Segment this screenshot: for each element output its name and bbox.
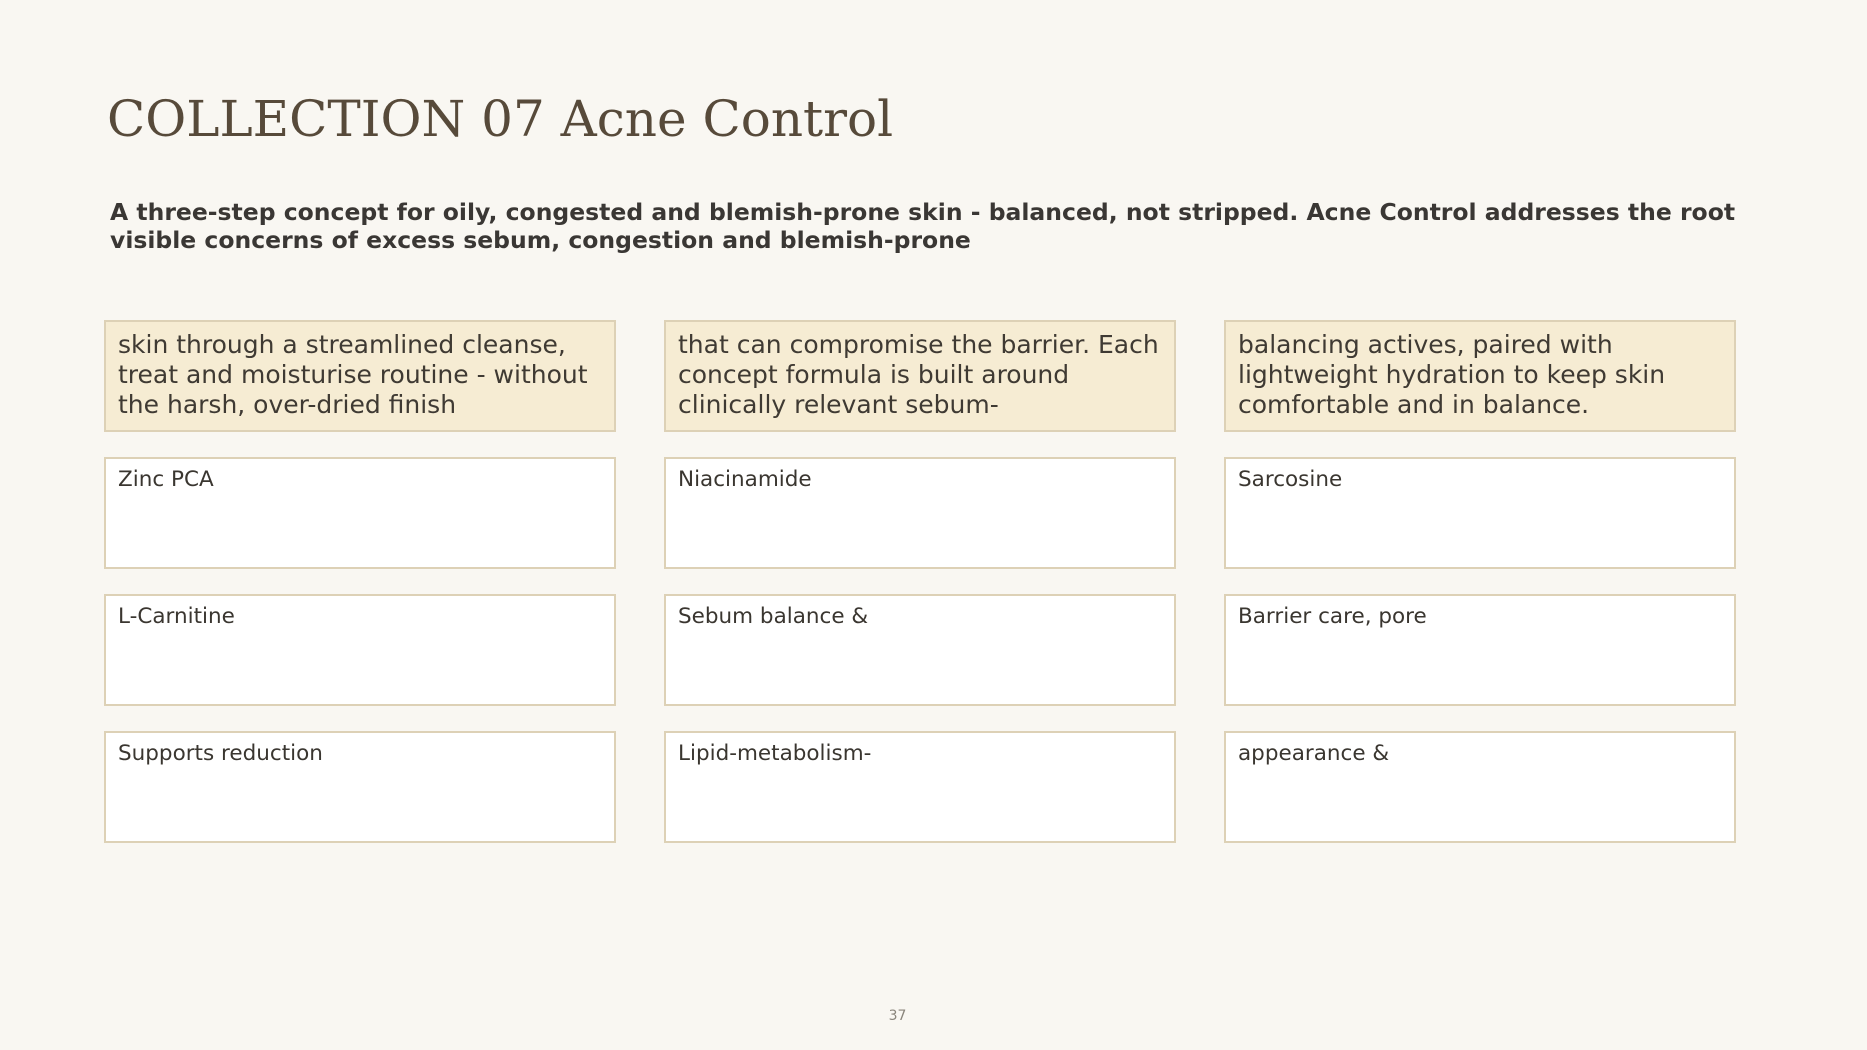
page-title: COLLECTION 07 Acne Control	[107, 90, 894, 148]
benefit-card	[1224, 594, 1736, 706]
benefit-card-text: appearance &	[1238, 741, 1390, 766]
ingredient-card-text: L-Carnitine	[118, 604, 235, 629]
intro-card-text: balancing actives, paired with lightweight hydration to keep skin comfortable and in balance.	[1238, 330, 1666, 419]
benefit-card	[1224, 731, 1736, 843]
benefit-card-text: Lipid-metabolism-	[678, 741, 872, 766]
intro-card-2	[664, 320, 1176, 432]
ingredient-card	[104, 457, 616, 569]
intro-card-text: skin through a streamlined cleanse, treat and moisturise routine - without the harsh, over-dried finish	[118, 330, 588, 419]
benefit-card-text: Supports reduction	[118, 741, 323, 766]
ingredient-card-text: Zinc PCA	[118, 467, 214, 492]
benefit-card	[664, 594, 1176, 706]
benefit-card-text: Barrier care, pore	[1238, 604, 1427, 629]
ingredient-card-text: Sarcosine	[1238, 467, 1343, 492]
benefit-card-text: Sebum balance &	[678, 604, 869, 629]
intro-card-1	[104, 320, 616, 432]
intro-card-3	[1224, 320, 1736, 432]
collection-grid	[104, 320, 1736, 843]
page-subtitle: A three-step concept for oily, congested and blemish-prone skin - balanced, not stripped. Acne Control addresses the root visible concerns of excess sebum, congestion and blemish-prone	[110, 198, 1736, 254]
ingredient-card	[1224, 457, 1736, 569]
ingredient-card	[104, 594, 616, 706]
intro-card-text: that can compromise the barrier. Each concept formula is built around clinically relevant sebum-	[678, 330, 1159, 419]
benefit-card	[664, 731, 1176, 843]
page-number: 37	[888, 1008, 907, 1024]
benefit-card	[104, 731, 616, 843]
ingredient-card	[664, 457, 1176, 569]
ingredient-card-text: Niacinamide	[678, 467, 812, 492]
